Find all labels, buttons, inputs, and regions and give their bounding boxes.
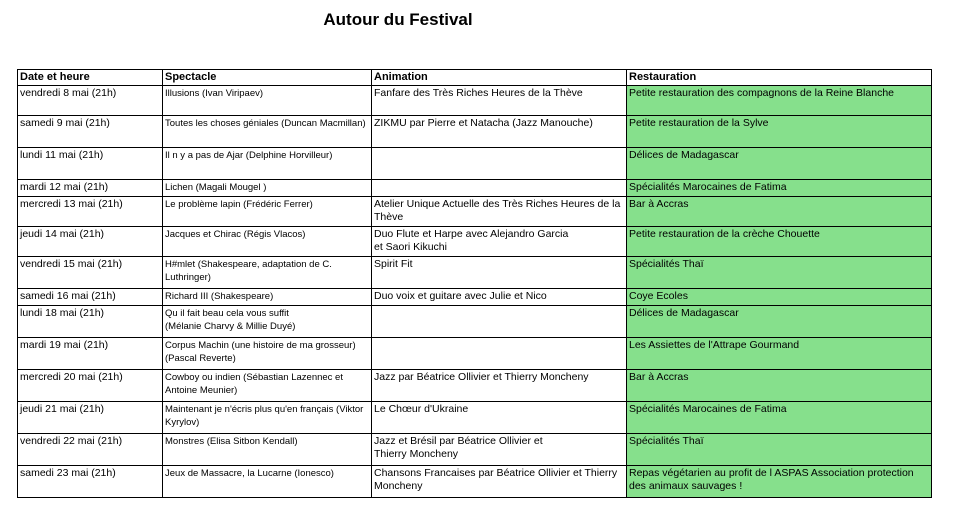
restauration-cell: Bar à Accras xyxy=(627,197,932,227)
restauration-cell: Spécialités Thaï xyxy=(627,434,932,466)
date-cell: mercredi 13 mai (21h) xyxy=(18,197,163,227)
date-cell: vendredi 22 mai (21h) xyxy=(18,434,163,466)
date-cell: samedi 9 mai (21h) xyxy=(18,116,163,148)
festival-schedule-table xyxy=(17,69,932,498)
animation-cell: Spirit Fit xyxy=(372,257,627,289)
date-cell: samedi 16 mai (21h) xyxy=(18,289,163,306)
header-date: Date et heure xyxy=(18,70,163,86)
page-title: Autour du Festival xyxy=(323,10,473,29)
table-row xyxy=(18,86,932,116)
header-row xyxy=(18,70,932,86)
date-cell: lundi 11 mai (21h) xyxy=(18,148,163,180)
show-cell: Maintenant je n'écris plus qu'en français (Viktor Kyrylov) xyxy=(163,402,372,434)
date-cell: jeudi 21 mai (21h) xyxy=(18,402,163,434)
table-row xyxy=(18,148,932,180)
table-row xyxy=(18,180,932,197)
table-row xyxy=(18,402,932,434)
date-cell: mercredi 20 mai (21h) xyxy=(18,370,163,402)
restauration-cell: Petite restauration de la crèche Chouette xyxy=(627,227,932,257)
restauration-cell: Petite restauration de la Sylve xyxy=(627,116,932,148)
show-cell: Toutes les choses géniales (Duncan Macmillan) xyxy=(163,116,372,148)
animation-cell: Chansons Francaises par Béatrice Ollivier et Thierry Moncheny xyxy=(372,466,627,498)
restauration-cell: Délices de Madagascar xyxy=(627,306,932,338)
date-cell: lundi 18 mai (21h) xyxy=(18,306,163,338)
restauration-cell: Bar à Accras xyxy=(627,370,932,402)
restauration-cell: Spécialités Thaï xyxy=(627,257,932,289)
animation-cell xyxy=(372,148,627,180)
animation-cell xyxy=(372,338,627,370)
table-row xyxy=(18,338,932,370)
table-row xyxy=(18,116,932,148)
animation-cell: Jazz et Brésil par Béatrice Ollivier et Thierry Moncheny xyxy=(372,434,627,466)
show-cell: Lichen (Magali Mougel ) xyxy=(163,180,372,197)
table-row xyxy=(18,306,932,338)
table-row xyxy=(18,197,932,227)
show-cell: Jacques et Chirac (Régis Vlacos) xyxy=(163,227,372,257)
date-cell: samedi 23 mai (21h) xyxy=(18,466,163,498)
animation-cell: Duo voix et guitare avec Julie et Nico xyxy=(372,289,627,306)
date-cell: mardi 19 mai (21h) xyxy=(18,338,163,370)
restauration-cell: Spécialités Marocaines de Fatima xyxy=(627,180,932,197)
show-cell: Qu il fait beau cela vous suffit (Mélanie Charvy & Millie Duyé) xyxy=(163,306,372,338)
table-row xyxy=(18,227,932,257)
show-cell: Jeux de Massacre, la Lucarne (Ionesco) xyxy=(163,466,372,498)
show-cell: Illusions (Ivan Viripaev) xyxy=(163,86,372,116)
restauration-cell: Repas végétarien au profit de l ASPAS Association protection des animaux sauvages ! xyxy=(627,466,932,498)
table-row xyxy=(18,370,932,402)
show-cell: Richard III (Shakespeare) xyxy=(163,289,372,306)
animation-cell: Le Chœur d'Ukraine xyxy=(372,402,627,434)
table-row xyxy=(18,466,932,498)
restauration-cell: Délices de Madagascar xyxy=(627,148,932,180)
header-restauration: Restauration xyxy=(627,70,932,86)
restauration-cell: Les Assiettes de l'Attrape Gourmand xyxy=(627,338,932,370)
table-row xyxy=(18,257,932,289)
restauration-cell: Coye Ecoles xyxy=(627,289,932,306)
show-cell: Corpus Machin (une histoire de ma grosseur) (Pascal Reverte) xyxy=(163,338,372,370)
animation-cell: Fanfare des Très Riches Heures de la Thève xyxy=(372,86,627,116)
show-cell: Il n y a pas de Ajar (Delphine Horvilleur) xyxy=(163,148,372,180)
restauration-cell: Spécialités Marocaines de Fatima xyxy=(627,402,932,434)
date-cell: mardi 12 mai (21h) xyxy=(18,180,163,197)
header-animation: Animation xyxy=(372,70,627,86)
animation-cell: Duo Flute et Harpe avec Alejandro Garcia et Saori Kikuchi xyxy=(372,227,627,257)
show-cell: H#mlet (Shakespeare, adaptation de C. Luthringer) xyxy=(163,257,372,289)
date-cell: jeudi 14 mai (21h) xyxy=(18,227,163,257)
show-cell: Cowboy ou indien (Sébastian Lazennec et Antoine Meunier) xyxy=(163,370,372,402)
animation-cell xyxy=(372,180,627,197)
header-show: Spectacle xyxy=(163,70,372,86)
show-cell: Monstres (Elisa Sitbon Kendall) xyxy=(163,434,372,466)
date-cell: vendredi 15 mai (21h) xyxy=(18,257,163,289)
animation-cell: Jazz par Béatrice Ollivier et Thierry Moncheny xyxy=(372,370,627,402)
animation-cell: Atelier Unique Actuelle des Très Riches Heures de la Thève xyxy=(372,197,627,227)
table-row xyxy=(18,434,932,466)
animation-cell xyxy=(372,306,627,338)
restauration-cell: Petite restauration des compagnons de la Reine Blanche xyxy=(627,86,932,116)
animation-cell: ZIKMU par Pierre et Natacha (Jazz Manouche) xyxy=(372,116,627,148)
date-cell: vendredi 8 mai (21h) xyxy=(18,86,163,116)
table-row xyxy=(18,289,932,306)
show-cell: Le problème lapin (Frédéric Ferrer) xyxy=(163,197,372,227)
